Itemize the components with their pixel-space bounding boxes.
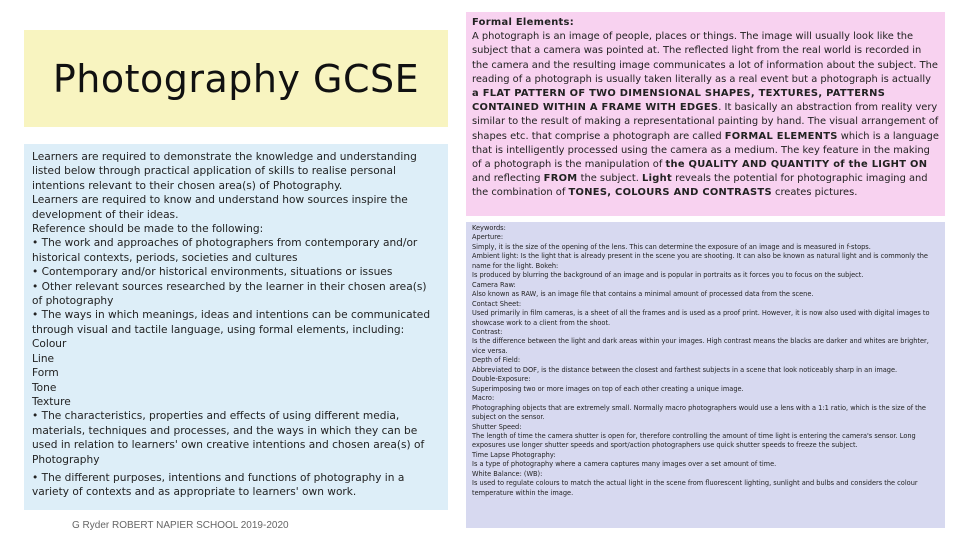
formal-element-item: Form (32, 367, 59, 380)
formal-emphasis: a FLAT PATTERN OF TWO DIMENSIONAL SHAPES, TEXTURES, PATTERNS CONTAINED WITHIN A FRAME WITH EDGES (472, 88, 886, 114)
keyword-definition: Also known as RAW, is an image file that contains a minimal amount of processed data from the scene. (472, 290, 814, 299)
keyword-definition: Used primarily in film cameras, is a sheet of all the frames and is used as a proof print. However, it is now also used with digital images to showcase work to a client from the shoot. (472, 309, 930, 327)
requirements-text: Learners are required to demonstrate the knowledge and understanding listed below through practical application of skills to realise personal intentions relevant to their chosen area(s) of Photography. (32, 151, 417, 192)
page-title: Photography GCSE (52, 56, 420, 101)
formal-element-item: Line (32, 352, 55, 365)
keywords-box (466, 222, 945, 528)
formal-element-item: Texture (32, 395, 71, 408)
keyword-definition: Photographing objects that are extremely small. Normally macro photographers would use a lens with a 1:1 ratio, which is the size of the subject on the sensor. (472, 403, 926, 422)
formal-text: the subject. (577, 173, 642, 185)
title-box (24, 30, 448, 127)
formal-elements-box (466, 12, 945, 216)
formal-paragraph (472, 30, 939, 200)
keyword-term: Contact Sheet: (472, 299, 522, 308)
requirements-bullet: • Contemporary and/or historical environments, situations or issues (32, 266, 393, 279)
formal-text: creates pictures. (771, 187, 858, 199)
keyword-definition: Simply, it is the size of the opening of the lens. This can determine the exposure of an image and is measured in f-stops. (472, 242, 871, 251)
keyword-definition: Is the difference between the light and dark areas within your images. High contrast means the blacks are darker and whites are brighter, vice versa. (472, 337, 929, 355)
formal-emphasis: Light (642, 173, 672, 185)
requirements-bullet: • The different purposes, intentions and functions of photography in a variety of contexts and as appropriate to learners' own work. (32, 471, 405, 499)
requirements-text: Reference should be made to the following: (32, 223, 264, 236)
keyword-definition: The length of time the camera shutter is open for, therefore controlling the amount of time light is entering the camera's sensor. Long exposures use longer shutter speeds and sport/action photographers use quick shutter speeds to freeze the subject. (472, 431, 916, 450)
requirements-bullet: • The ways in which meanings, ideas and intentions can be communicated through visual and tactile language, using formal elements, including: (32, 309, 431, 336)
keyword-definition: Is used to regulate colours to match the actual light in the scene from fluorescent lighting, sunlight and bulbs and considers the colour temperature within the image. (472, 479, 918, 497)
keyword-definition: Superimposing two or more images on top of each other creating a unique image. (472, 384, 744, 393)
keyword-definition: Is produced by blurring the background of an image and is popular in portraits as it forces you to focus on the subject. (472, 271, 864, 280)
keyword-term: Depth of Field: (472, 356, 521, 365)
keyword-definition: Ambient light: Is the light that is already present in the scene you are shooting. It can also be known as natural light and is commonly the name for the light. Bokeh: (472, 252, 928, 270)
formal-element-item: Colour (32, 338, 67, 351)
requirements-text: Learners are required to know and understand how sources inspire the development of their ideas. (32, 194, 408, 221)
formal-text: which is a language that is intelligently processed using the camera as a medium. The key feature in the making of a photograph is the manipulation of (472, 130, 939, 171)
keyword-term: Double-Exposure: (472, 375, 531, 384)
formal-text: reveals the potential for photographic imaging and the combination of (472, 173, 928, 199)
keyword-term: Contrast: (472, 327, 503, 336)
formal-element-item: Tone (32, 381, 57, 394)
formal-emphasis: FORMAL ELEMENTS (724, 130, 838, 142)
formal-text: . It basically an abstraction from reality very similar to the result of making a representational painting by hand. The visual arrangement of shapes etc. that comprise a photograph are called (472, 102, 939, 142)
requirements-bullet: • Other relevant sources researched by the learner in their chosen area(s) of photography (32, 280, 427, 308)
keyword-term: Time Lapse Photography: (472, 450, 556, 459)
keyword-definition: Is a type of photography where a camera captures many images over a set amount of time. (472, 460, 777, 469)
requirements-bullet: • The characteristics, properties and effects of using different media, materials, techniques and processes, and the ways in which they can be used in relation to learners' own creative intentions and chosen area(s) of Photography (32, 410, 425, 466)
formal-heading: Formal Elements: (472, 17, 574, 28)
formal-emphasis: TONES, COLOURS AND CONTRASTS (568, 187, 772, 199)
requirements-bullet: • The work and approaches of photographers from contemporary and/or historical contexts, periods, societies and cultures (32, 237, 418, 264)
requirements-box (24, 144, 448, 510)
formal-emphasis: FROM (543, 173, 578, 185)
keyword-term: Macro: (472, 394, 495, 403)
keywords-heading: Keywords: (472, 224, 506, 232)
keyword-term: Camera Raw: (472, 280, 516, 289)
formal-emphasis: the QUALITY AND QUANTITY of the LIGHT ON (665, 159, 928, 171)
keyword-term: Aperture: (472, 233, 504, 242)
formal-text: A photograph is an image of people, places or things. The image will usually look like the subject that a camera was pointed at. The reflected light from the real world is recorded in the camera and the resulting image communicates a lot of information about the subject. The reading of a photograph is usually taken literally as a real event but a photograph is actually (472, 31, 938, 85)
keyword-term: White Balance: (WB): (472, 469, 543, 478)
keyword-term: Shutter Speed: (472, 422, 522, 431)
formal-text: and reflecting (472, 173, 544, 185)
keyword-definition: Abbreviated to DOF, is the distance between the closest and farthest subjects in a scene that look noticeably sharp in an image. (472, 365, 898, 374)
footer-credit: G Ryder ROBERT NAPIER SCHOOL 2019-2020 (72, 520, 289, 531)
